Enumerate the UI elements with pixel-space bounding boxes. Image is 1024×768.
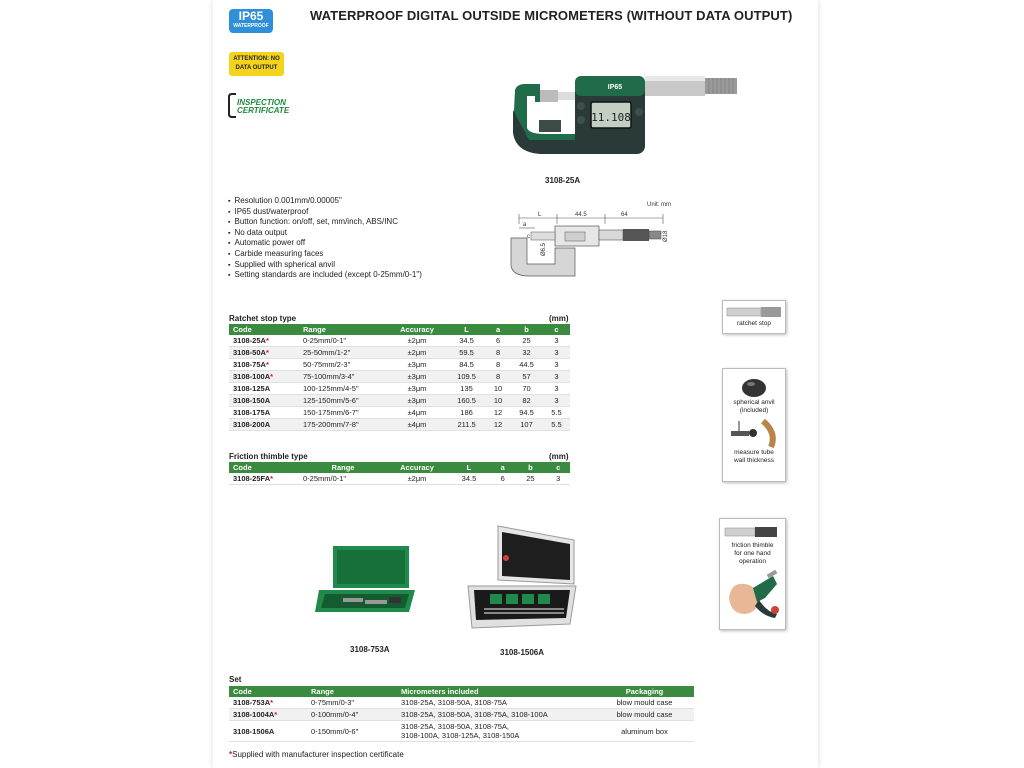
- accuracy-cell: ±2μm: [387, 347, 447, 359]
- drawing-diameter-2: Ø18: [663, 230, 669, 242]
- anvil-box: [722, 368, 786, 482]
- table-row: [229, 395, 570, 407]
- code-cell: [229, 383, 299, 395]
- col-code: Code: [229, 462, 299, 473]
- star-mark: *: [274, 710, 278, 719]
- ratchet-spec-table: [229, 324, 570, 431]
- code-cell: [229, 371, 299, 383]
- feature-item: ▪ Automatic power off: [228, 238, 422, 249]
- case-1506a-image: [462, 520, 582, 635]
- accuracy-cell: ±2μm: [387, 473, 447, 485]
- range-cell: 125-150mm/5-6": [299, 395, 387, 407]
- drawing-dim-64: 64: [621, 212, 628, 218]
- L-cell: 34.5: [447, 473, 491, 485]
- a-cell: 6: [486, 335, 510, 347]
- range-cell: 50-75mm/2-3": [299, 359, 387, 371]
- packaging-cell: blow mould case: [595, 709, 694, 721]
- range-cell: 75-100mm/3-4": [299, 371, 387, 383]
- a-cell: 8: [486, 371, 510, 383]
- c-cell: 3: [543, 359, 570, 371]
- accuracy-cell: ±2μm: [387, 335, 447, 347]
- c-cell: 3: [543, 395, 570, 407]
- star-mark: *: [265, 336, 269, 345]
- set-section-title: Set: [229, 675, 242, 684]
- ratchet-stop-label: ratchet stop: [737, 320, 771, 327]
- star-mark: *: [265, 360, 269, 369]
- friction-thimble-image: [723, 522, 783, 542]
- code-text: 3108-50A: [233, 348, 266, 357]
- hand-operation-image: [723, 568, 783, 620]
- code-text: 3108-75A: [233, 360, 266, 369]
- star-mark: *: [270, 474, 274, 483]
- b-cell: 32: [510, 347, 543, 359]
- ratchet-stop-box: [722, 300, 786, 334]
- drawing-unit: Unit: mm: [647, 202, 671, 208]
- code-cell: [229, 395, 299, 407]
- a-cell: 10: [486, 395, 510, 407]
- included-cell: 3108-25A, 3108-50A, 3108-75A, 3108-100A: [397, 709, 595, 721]
- L-cell: 135: [447, 383, 486, 395]
- ip65-badge: [229, 9, 273, 33]
- col-L: L: [447, 462, 491, 473]
- a-cell: 8: [486, 359, 510, 371]
- code-text: 3108-25A: [233, 336, 266, 345]
- included-cell: [397, 721, 595, 742]
- drawing-label-L: L: [538, 212, 542, 218]
- col-c: c: [546, 462, 570, 473]
- code-text: 3108-175A: [233, 408, 271, 417]
- drawing-diameter-1: Ø6.5: [541, 242, 547, 256]
- drawing-dim-44-5: 44.5: [575, 212, 587, 218]
- footnote: [229, 750, 404, 759]
- code-text: 3108-753A: [233, 698, 271, 707]
- table-row: [229, 359, 570, 371]
- col-a: a: [491, 462, 515, 473]
- b-cell: 25: [510, 335, 543, 347]
- b-cell: 44.5: [510, 359, 543, 371]
- code-cell: [229, 709, 307, 721]
- certificate-line-1: INSPECTION: [237, 98, 286, 107]
- case-753a-caption: 3108-753A: [350, 645, 390, 654]
- range-cell: 150-175mm/6-7": [299, 407, 387, 419]
- footnote-star: *: [229, 750, 233, 759]
- table-row: [229, 371, 570, 383]
- ip65-label: IP65: [238, 9, 264, 23]
- included-line-2: 3108-100A, 3108-125A, 3108-150A: [401, 731, 520, 740]
- code-cell: [229, 359, 299, 371]
- range-cell: 100-125mm/4-5": [299, 383, 387, 395]
- L-cell: 160.5: [447, 395, 486, 407]
- photo-lcd-display: 11.108: [591, 111, 631, 124]
- a-cell: 10: [486, 383, 510, 395]
- certificate-line-2: CERTIFICATE: [237, 106, 290, 115]
- code-cell: [229, 473, 299, 485]
- b-cell: 57: [510, 371, 543, 383]
- b-cell: 70: [510, 383, 543, 395]
- b-cell: 107: [510, 419, 543, 431]
- feature-item: ▪ Resolution 0.001mm/0.00005": [228, 196, 422, 207]
- friction-thimble-box: [719, 518, 786, 630]
- L-cell: 34.5: [447, 335, 486, 347]
- range-cell: 25-50mm/1-2": [299, 347, 387, 359]
- tube-wall-image: [727, 419, 781, 449]
- feature-item: ▪ Button function: on/off, set, mm/inch, ABS/INC: [228, 217, 422, 228]
- a-cell: 8: [486, 347, 510, 359]
- attention-line-1: ATTENTION: NO: [233, 56, 280, 62]
- a-cell: 12: [486, 419, 510, 431]
- col-a: a: [486, 324, 510, 335]
- feature-item: ▪ Supplied with spherical anvil: [228, 260, 422, 271]
- anvil-label-1: spherical anvil: [733, 399, 775, 406]
- page-title: WATERPROOF DIGITAL OUTSIDE MICROMETERS (WITHOUT DATA OUTPUT): [310, 8, 793, 23]
- feature-item: ▪ Carbide measuring faces: [228, 249, 422, 260]
- col-c: c: [543, 324, 570, 335]
- c-cell: 3: [546, 473, 570, 485]
- table-row: [229, 709, 694, 721]
- feature-item: ▪ IP65 dust/waterproof: [228, 207, 422, 218]
- code-text: 3108-150A: [233, 396, 271, 405]
- table-row: [229, 335, 570, 347]
- a-cell: 6: [491, 473, 515, 485]
- col-packaging: Packaging: [595, 686, 694, 697]
- range-cell: 0-75mm/0-3": [307, 697, 397, 709]
- code-text: 3108-125A: [233, 384, 271, 393]
- c-cell: 5.5: [543, 419, 570, 431]
- c-cell: 3: [543, 383, 570, 395]
- star-mark: *: [270, 698, 274, 707]
- set-table: [229, 686, 694, 742]
- col-range: Range: [299, 462, 387, 473]
- range-cell: 0-150mm/0-6": [307, 721, 397, 742]
- feature-item: ▪ No data output: [228, 228, 422, 239]
- col-L: L: [447, 324, 486, 335]
- range-cell: 175-200mm/7-8": [299, 419, 387, 431]
- accuracy-cell: ±3μm: [387, 371, 447, 383]
- col-accuracy: Accuracy: [387, 462, 447, 473]
- attention-line-2: DATA OUTPUT: [235, 65, 278, 71]
- feature-list: [228, 196, 422, 281]
- packaging-cell: aluminum box: [595, 721, 694, 742]
- included-line-1: 3108-25A, 3108-50A, 3108-75A,: [401, 722, 509, 731]
- drawing-label-c: c: [527, 234, 530, 240]
- friction-label-2: for one hand: [734, 550, 771, 557]
- accuracy-cell: ±3μm: [387, 383, 447, 395]
- tube-label-1: measure tube: [734, 449, 774, 456]
- friction-section-title: Friction thimble type: [229, 452, 308, 461]
- star-mark: *: [265, 348, 269, 357]
- col-range: Range: [307, 686, 397, 697]
- code-text: 3108-1004A: [233, 710, 275, 719]
- a-cell: 12: [486, 407, 510, 419]
- table-row: [229, 473, 570, 485]
- code-cell: [229, 697, 307, 709]
- photo-ip65-label: IP65: [607, 84, 623, 91]
- col-code: Code: [229, 324, 299, 335]
- code-text: 3108-200A: [233, 420, 271, 429]
- accuracy-cell: ±3μm: [387, 395, 447, 407]
- col-accuracy: Accuracy: [387, 324, 447, 335]
- packaging-cell: blow mould case: [595, 697, 694, 709]
- friction-spec-table: [229, 462, 570, 485]
- b-cell: 25: [515, 473, 547, 485]
- table-row: [229, 407, 570, 419]
- friction-unit: (mm): [549, 452, 569, 461]
- star-mark: *: [270, 372, 274, 381]
- footnote-text: Supplied with manufacturer inspection certificate: [232, 750, 404, 759]
- feature-item: ▪ Setting standards are included (except 0-25mm/0-1"): [228, 270, 422, 281]
- tube-label-2: wall thickness: [733, 457, 775, 464]
- ratchet-unit: (mm): [549, 314, 569, 323]
- friction-label-1: friction thimble: [731, 542, 774, 549]
- accuracy-cell: ±4μm: [387, 419, 447, 431]
- case-1506a-caption: 3108-1506A: [500, 648, 545, 657]
- attention-badge: [229, 52, 284, 76]
- drawing-label-a: a: [523, 222, 527, 228]
- case-753a-image: [313, 540, 418, 620]
- code-text: 3108-25FA: [233, 474, 271, 483]
- range-cell: 0-25mm/0-1": [299, 335, 387, 347]
- accuracy-cell: ±3μm: [387, 359, 447, 371]
- inspection-certificate-logo: [228, 92, 308, 120]
- L-cell: 109.5: [447, 371, 486, 383]
- photo-caption: 3108-25A: [545, 176, 581, 185]
- col-b: b: [510, 324, 543, 335]
- b-cell: 94.5: [510, 407, 543, 419]
- range-cell: 0-100mm/0-4": [307, 709, 397, 721]
- L-cell: 186: [447, 407, 486, 419]
- code-cell: [229, 419, 299, 431]
- code-cell: [229, 335, 299, 347]
- table-row: [229, 721, 694, 742]
- L-cell: 59.5: [447, 347, 486, 359]
- code-cell: [229, 407, 299, 419]
- L-cell: 211.5: [447, 419, 486, 431]
- included-cell: 3108-25A, 3108-50A, 3108-75A: [397, 697, 595, 709]
- table-row: [229, 383, 570, 395]
- c-cell: 3: [543, 335, 570, 347]
- c-cell: 3: [543, 347, 570, 359]
- c-cell: 5.5: [543, 407, 570, 419]
- code-cell: [229, 347, 299, 359]
- col-range: Range: [299, 324, 387, 335]
- micrometer-photo: [505, 70, 745, 160]
- range-cell: 0-25mm/0-1": [299, 473, 387, 485]
- spherical-anvil-image: [734, 373, 774, 399]
- b-cell: 82: [510, 395, 543, 407]
- L-cell: 84.5: [447, 359, 486, 371]
- table-row: [229, 419, 570, 431]
- col-code: Code: [229, 686, 307, 697]
- table-row: [229, 697, 694, 709]
- col-included: Micrometers included: [397, 686, 595, 697]
- ratchet-stop-image: [725, 304, 783, 320]
- accuracy-cell: ±4μm: [387, 407, 447, 419]
- waterproof-label: WATERPROOF: [233, 23, 269, 29]
- anvil-label-2: (included): [739, 407, 769, 414]
- code-cell: [229, 721, 307, 742]
- c-cell: 3: [543, 371, 570, 383]
- code-text: 3108-100A: [233, 372, 271, 381]
- friction-label-3: operation: [738, 558, 767, 565]
- table-row: [229, 347, 570, 359]
- col-b: b: [515, 462, 547, 473]
- ratchet-section-title: Ratchet stop type: [229, 314, 297, 323]
- code-text: 3108-1506A: [233, 726, 275, 736]
- technical-drawing: [505, 198, 680, 280]
